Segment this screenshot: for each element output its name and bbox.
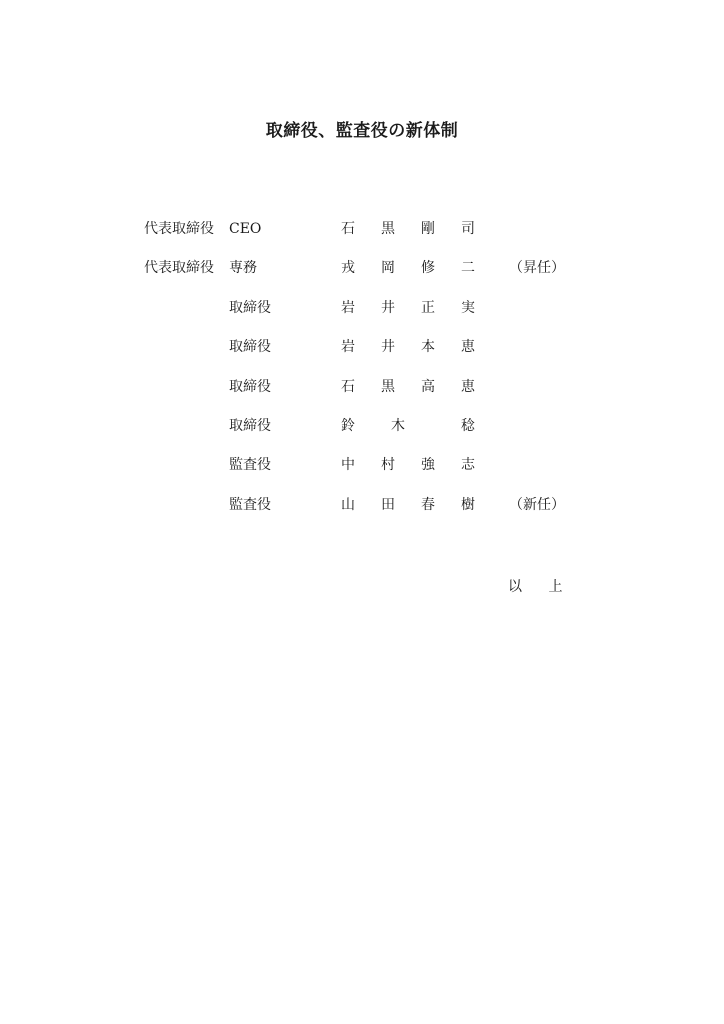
- officer-roster: [0, 219, 724, 534]
- officer-name-char: 恵: [461, 378, 475, 395]
- officer-name-char: 志: [461, 457, 475, 474]
- roster-row: [0, 298, 724, 337]
- officer-name-char: 石: [341, 221, 355, 237]
- roster-row: [0, 495, 724, 534]
- officer-name-char: 井: [381, 299, 395, 316]
- officer-position: 監査役: [229, 457, 271, 474]
- officer-name-char: 黒: [381, 221, 395, 237]
- officer-name-char: 本: [421, 339, 435, 356]
- officer-name-char: 剛: [421, 221, 435, 237]
- officer-name-char: 樹: [461, 496, 475, 513]
- officer-name-char: 強: [421, 457, 435, 474]
- officer-name-char: 村: [381, 457, 395, 474]
- officer-name-char: 井: [381, 339, 395, 356]
- officer-name-char: 鈴: [341, 417, 355, 434]
- officer-name-char: 石: [341, 378, 355, 395]
- officer-name-char: 修: [421, 260, 435, 277]
- officer-name-char: 田: [381, 496, 395, 513]
- roster-row: [0, 455, 724, 494]
- officer-rank: 代表取締役: [144, 260, 214, 277]
- closing-mark: 以 上: [508, 579, 574, 595]
- roster-row: [0, 258, 724, 297]
- officer-name-char: 黒: [381, 378, 395, 395]
- officer-position: 取締役: [229, 417, 271, 434]
- officer-position: 専務: [229, 260, 257, 277]
- officer-name-char: 高: [421, 378, 435, 395]
- officer-name-char: 岩: [341, 299, 355, 316]
- officer-position: 取締役: [229, 339, 271, 356]
- officer-name-char: 司: [461, 221, 475, 237]
- officer-name-char: 中: [341, 457, 355, 474]
- officer-name-char: 実: [461, 299, 475, 316]
- officer-name-char: 稔: [461, 417, 475, 434]
- officer-name-char: 木: [391, 417, 405, 434]
- officer-name-char: 岡: [381, 260, 395, 277]
- officer-rank: 代表取締役: [144, 221, 214, 237]
- officer-name-char: 山: [341, 496, 355, 513]
- officer-note: （昇任）: [509, 260, 565, 277]
- roster-row: [0, 337, 724, 376]
- officer-position: 取締役: [229, 378, 271, 395]
- officer-position: 監査役: [229, 496, 271, 513]
- officer-position: CEO: [229, 221, 262, 237]
- officer-name-char: 恵: [461, 339, 475, 356]
- document-title: 取締役、監査役の新体制: [265, 121, 459, 141]
- roster-row: [0, 377, 724, 416]
- officer-position: 取締役: [229, 299, 271, 316]
- roster-row: [0, 416, 724, 455]
- officer-name-char: 戎: [341, 260, 355, 277]
- officer-name-char: 二: [461, 260, 475, 277]
- officer-name-char: 岩: [341, 339, 355, 356]
- officer-name-char: 正: [421, 299, 435, 316]
- officer-name-char: 春: [421, 496, 435, 513]
- roster-row: [0, 219, 724, 258]
- officer-note: （新任）: [509, 496, 565, 513]
